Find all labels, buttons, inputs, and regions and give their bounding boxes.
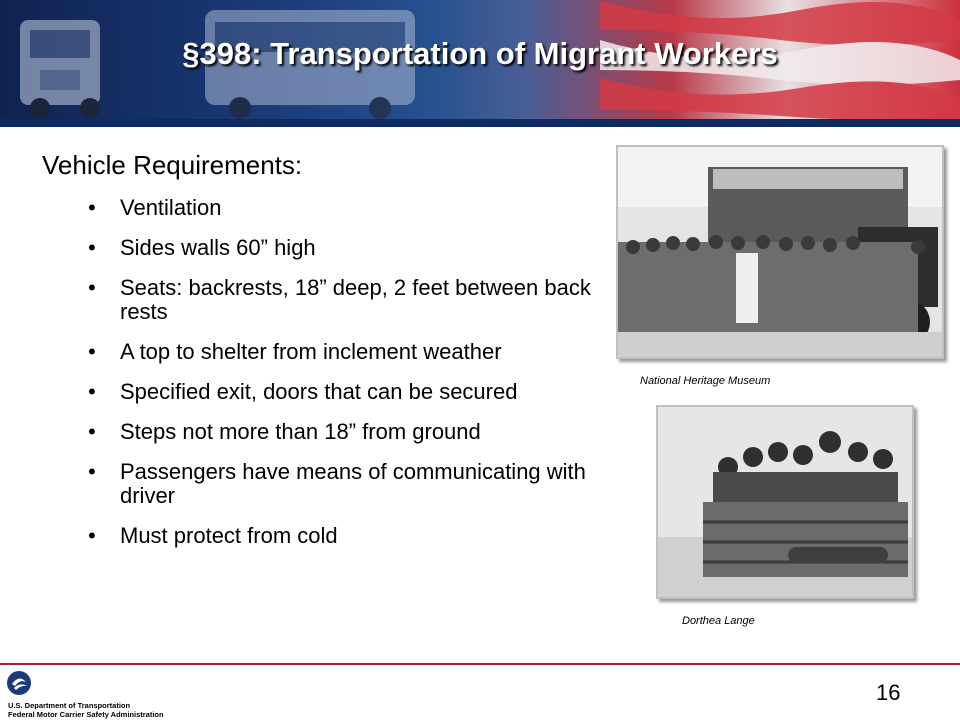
list-item bbox=[88, 380, 598, 404]
photo-illustration bbox=[618, 147, 942, 357]
list-item bbox=[88, 236, 598, 260]
list-item-text: Sides walls 60” high bbox=[120, 235, 316, 260]
bullet-icon: • bbox=[88, 235, 96, 260]
footer-divider bbox=[0, 663, 960, 665]
list-item-text: Seats: backrests, 18” deep, 2 feet between back rests bbox=[120, 275, 591, 324]
header-banner bbox=[0, 0, 960, 127]
list-item-text: Ventilation bbox=[120, 195, 222, 220]
bullet-icon: • bbox=[88, 339, 96, 364]
list-item-text: Must protect from cold bbox=[120, 523, 338, 548]
migrant-workers-truck-photo bbox=[616, 145, 944, 359]
logo-department-text: U.S. Department of Transportation bbox=[8, 701, 131, 710]
bullet-icon: • bbox=[88, 419, 96, 444]
bullet-icon: • bbox=[88, 523, 96, 548]
list-item-text: Specified exit, doors that can be secured bbox=[120, 379, 518, 404]
photo2-caption: Dorthea Lange bbox=[682, 615, 755, 627]
section-heading: Vehicle Requirements: bbox=[42, 150, 303, 180]
bullet-icon: • bbox=[88, 275, 96, 300]
list-item bbox=[88, 420, 598, 444]
photo1-caption: National Heritage Museum bbox=[640, 375, 771, 387]
list-item bbox=[88, 340, 598, 364]
usdot-fmcsa-logo bbox=[6, 670, 176, 718]
bullet-icon: • bbox=[88, 379, 96, 404]
page-number: 16 bbox=[876, 680, 901, 705]
list-item-text: Steps not more than 18” from ground bbox=[120, 419, 481, 444]
truck-passengers-photo bbox=[656, 405, 914, 599]
bullet-icon: • bbox=[88, 195, 96, 220]
slide-title: §398: Transportation of Migrant Workers bbox=[182, 36, 778, 71]
list-item bbox=[88, 196, 598, 220]
photo-illustration bbox=[658, 407, 912, 597]
logo-agency-text: Federal Motor Carrier Safety Administration bbox=[8, 710, 164, 719]
list-item bbox=[88, 460, 598, 508]
banner-bottom-bar bbox=[0, 119, 960, 127]
requirements-list bbox=[88, 196, 598, 564]
list-item-text: A top to shelter from inclement weather bbox=[120, 339, 502, 364]
bullet-icon: • bbox=[88, 459, 96, 484]
list-item bbox=[88, 524, 598, 548]
list-item bbox=[88, 276, 598, 324]
dot-emblem-icon bbox=[6, 670, 32, 696]
list-item-text: Passengers have means of communicating with driver bbox=[120, 459, 586, 508]
